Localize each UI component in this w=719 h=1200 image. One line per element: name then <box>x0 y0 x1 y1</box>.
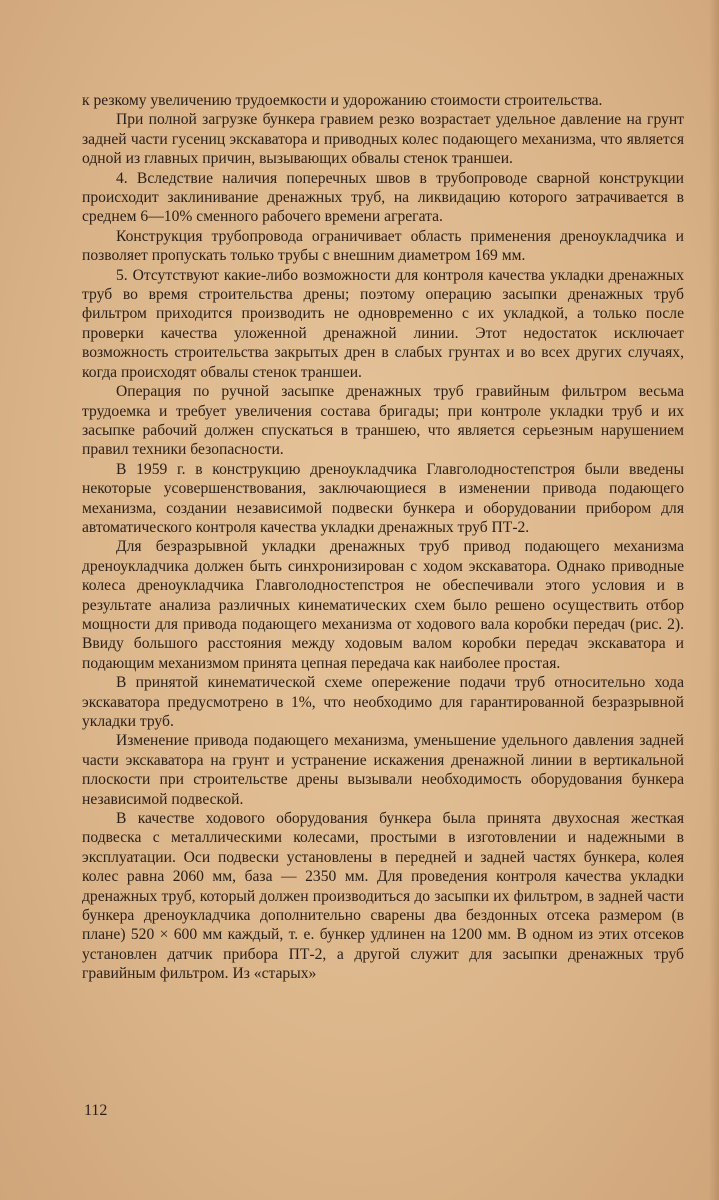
paragraph: Изменение привода подающего механизма, уменьшение удельного давления задней части экскаватора на грунт и устранение искажения дренажной линии в вертикальной плоскости при строительстве дрены вызывали необходимость оборудования бункера независимой подвеской. <box>82 732 684 808</box>
paragraph: Конструкция трубопровода ограничивает область применения дреноукладчика и позволяет пропускать только трубы с внешним диаметром 169 мм. <box>82 227 684 265</box>
paragraph: При полной загрузке бункера гравием резко возрастает удельное давление на грунт задней части гусениц экскаватора и приводных колес подающего механизма, что является одной из главных причин, вызывающих обвалы стенок траншеи. <box>82 111 684 168</box>
page-number: 112 <box>84 1102 108 1119</box>
paragraph: Операция по ручной засыпке дренажных труб гравийным фильтром весьма трудоемка и требует увеличения состава бригады; при контроле укладки труб и их засыпке рабочий должен спускаться в траншею, что является серьезным нарушением правил техники безопасности. <box>82 383 684 459</box>
paragraph: 5. Отсутствуют какие-либо возможности для контроля качества укладки дренажных труб во время строительства дрены; поэтому операцию засыпки дренажных труб фильтром приходится производить не одновременно с их укладкой, а только после проверки качества уложенной дренажной линии. Этот недостаток исключает возможность строительства закрытых дрен в слабых грунтах и во всех других случаях, когда происходят обвалы стенок траншеи. <box>82 266 684 381</box>
paragraph: В принятой кинематической схеме опережение подачи труб относительно хода экскаватора предусмотрено в 1%, что необходимо для гарантированной безразрывной укладки труб. <box>82 674 684 730</box>
paragraph: 4. Вследствие наличия поперечных швов в трубопроводе сварной конструкции происходит заклинивание дренажных труб, на ликвидацию которого затрачивается в среднем 6—10% сменного рабочего времени агрегата. <box>82 169 684 226</box>
page-edge-shadow <box>709 0 719 1200</box>
paragraph: Для безразрывной укладки дренажных труб привод подающего механизма дреноукладчика должен быть синхронизирован с ходом экскаватора. Однако приводные колеса дреноукладчика Главголодностепстроя не обеспечивали этого условия и в результате анализа различных кинематических схем было решено осуществить отбор мощности для привода подающего механизма от ходового вала коробки передач (рис. 2). Ввиду большого расстояния между ходовым валом коробки передач экскаватора и подающим механизмом принята цепная передача как наиболее простая. <box>82 538 684 672</box>
paragraph: В 1959 г. в конструкцию дреноукладчика Главголодностепстроя были введены некоторые усовершенствования, заключающиеся в изменении привода подающего механизма, создании независимой подвески бункера и оборудовании прибором для автоматического контроля качества укладки дренажных труб ПТ-2. <box>82 460 684 536</box>
paragraph: к резкому увеличению трудоемкости и удорожанию стоимости строительства. <box>82 92 603 109</box>
body-text <box>82 91 684 984</box>
paragraph: В качестве ходового оборудования бункера была принята двухосная жесткая подвеска с металлическими колесами, простыми в изготовлении и надежными в эксплуатации. Оси подвески установлены в передней и задней частях бункера, колея колес равна 2060 мм, база — 2350 мм. Для проведения контроля качества укладки дренажных труб, который должен производиться до засыпки их фильтром, в задней части бункера дреноукладчика дополнительно сварены два бездонных отсека размером (в плане) 520 × 600 мм каждый, т. е. бункер удлинен на 1200 мм. В одном из этих отсеков установлен датчик прибора ПТ-2, а другой служит для засыпки дренажных труб гравийным фильтром. Из «старых» <box>82 810 684 983</box>
